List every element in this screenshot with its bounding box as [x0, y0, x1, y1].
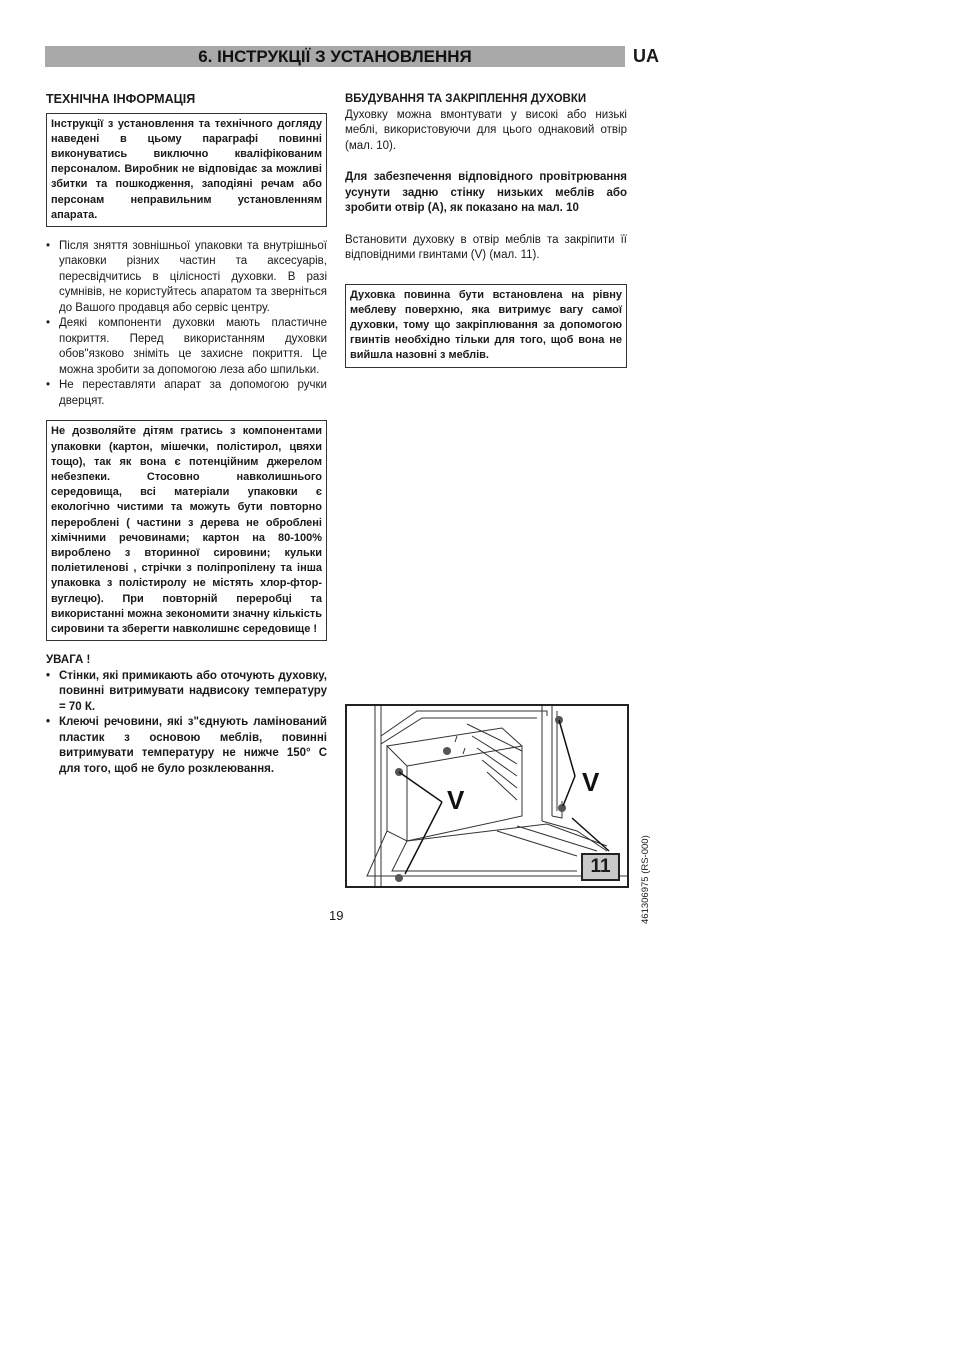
right-column	[345, 92, 627, 368]
list-item: • Після зняття зовнішньої упаковки та внутрішньої упаковки різних частин та аксесуарів, пересвідчитись в цілісності духовки. В разі сумнівів, не користуйтесь апаратом та зверніться до Вашого продавця або сервіс центру.	[46, 239, 327, 317]
fixing-paragraph: Встановити духовку в отвір меблів та закріпити її відповідними гвинтами (V) (мал. 11).	[345, 233, 627, 261]
figure-number: 11	[581, 853, 620, 881]
qualified-personnel-notice: Інструкції з установлення та технічного догляду наведені в цьому параграфі повинні виконуватись виключно кваліфікованим персоналом. Виробник не відповідає за можливі збитки та пошкодження, заподіяні речам або персонам неправильним установленням апарата.	[46, 113, 327, 227]
warning-list	[46, 669, 327, 778]
screw-label-right: V	[582, 767, 600, 797]
technical-info-heading: ТЕХНІЧНА ІНФОРМАЦІЯ	[46, 92, 196, 106]
page-title: 6. ІНСТРУКЦІЇ З УСТАНОВЛЕННЯ	[45, 46, 625, 67]
document-code: 461306975 (RS-000)	[640, 835, 651, 924]
installation-paragraph: Духовку можна вмонтувати у високі або низькі меблі, використовуючи для цього однаковий отвір (мал. 10).	[345, 108, 627, 152]
page-number: 19	[329, 908, 344, 923]
list-item: • Клеючі речовини, які з"єднують ламінований пластик з основою меблів, повинні витримувати температуру не нижче 150° С для того, щоб не було розклеювання.	[46, 715, 327, 777]
support-surface-notice: Духовка повинна бути встановлена на рівну меблеву поверхню, яка витримує вагу самої духовки, тому що закріплювання за допомогою гвинтів необхідно тільки для того, щоб вона не вийшла назовні з меблів.	[345, 284, 627, 368]
list-item: • Деякі компоненти духовки мають пластичне покриття. Перед використанням духовки обов"язково зніміть це захисне покриття. Це можна зробити за допомогою леза або шпильки.	[46, 316, 327, 378]
list-item: • Не переставляти апарат за допомогою ручки дверцят.	[46, 378, 327, 409]
unpacking-list	[46, 239, 327, 410]
oven-fixing-figure	[345, 704, 629, 888]
installation-heading: ВБУДУВАННЯ ТА ЗАКРІПЛЕННЯ ДУХОВКИ	[345, 93, 587, 105]
language-code: UA	[633, 46, 659, 66]
screw-label-left: V	[447, 785, 465, 815]
packaging-safety-notice: Не дозволяйте дітям гратись з компонентами упаковки (картон, мішечки, полістирол, цвяхи тощо), так як вона є потенційним джерелом небезпеки. Стосовно навколишнього середовища, всі матеріали упаковки є екологічно чистими та можуть бути повторно перероблені ( частини з дерева не оброблені хімічними речовинами; картон на 80-100% вироблено з вторинної сировини; кульки поліетиленові , стрічки з поліпропілену та інша упаковка з полістиролу не містять хлор-фтор-вуглецю). При повторній переробці та використанні можна зекономити значну кількість сировини та зберегти навколишнє середовище !	[46, 420, 327, 641]
ventilation-paragraph: Для забезпечення відповідного провітрювання усунути задню стінку низьких меблів або зробити отвір (А), як показано на мал. 10	[345, 171, 627, 214]
left-column	[46, 92, 327, 777]
list-item: • Стінки, які примикають або оточують духовку, повинні витримувати надвисоку температуру = 70 К.	[46, 669, 327, 716]
warning-heading: УВАГА !	[46, 654, 91, 667]
